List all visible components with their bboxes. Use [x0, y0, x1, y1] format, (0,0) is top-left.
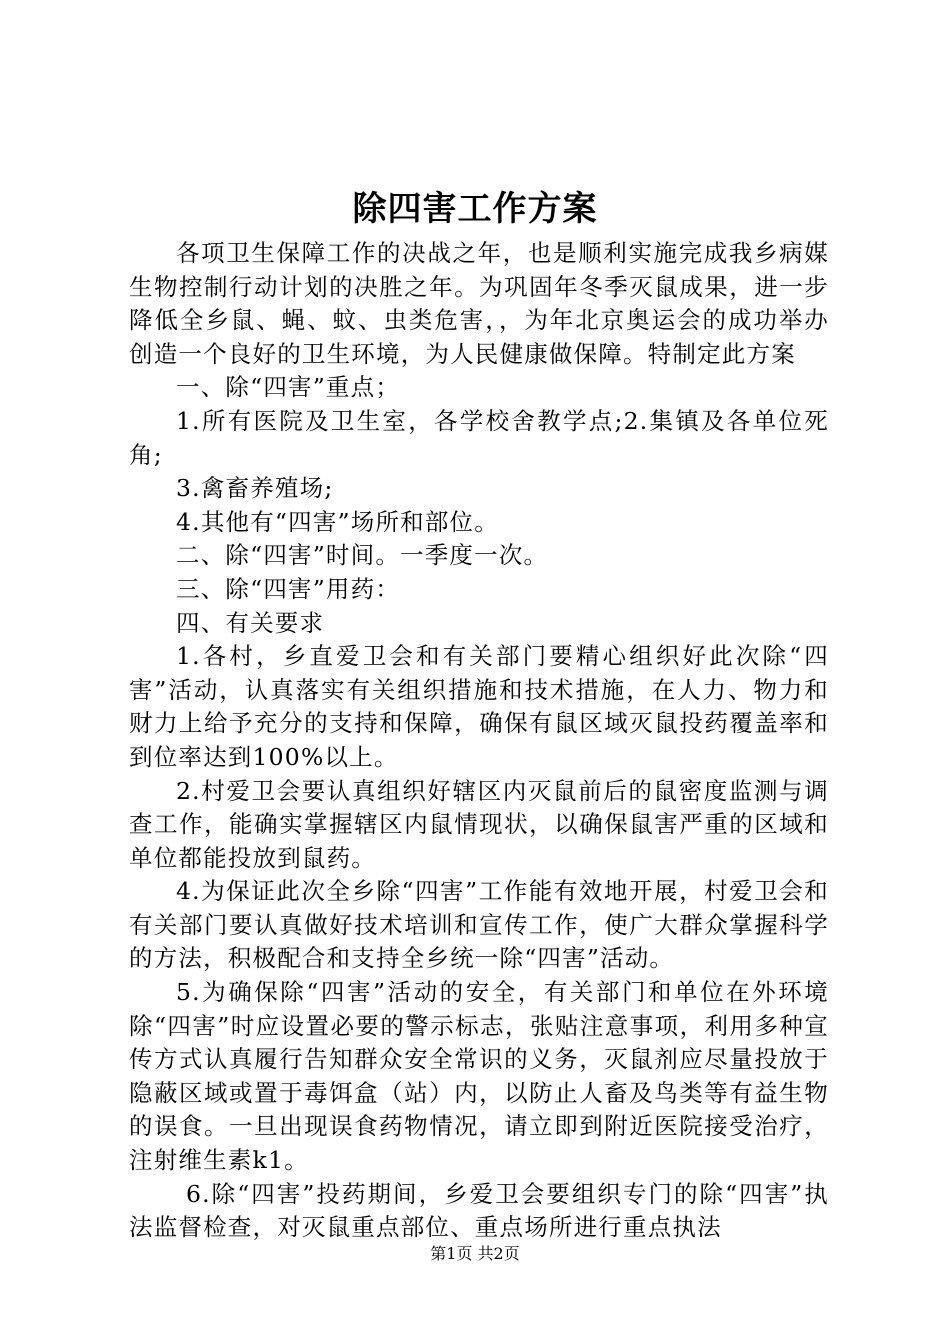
paragraph-requirement: 1.各村，乡直爱卫会和有关部门要精心组织好此次除“四害”活动，认真落实有关组织措施和技术措施，在人力、物力和财力上给予充分的支持和保障，确保有鼠区域灭鼠投药覆盖率和到位率达到100%以上。: [129, 642, 829, 771]
paragraph-requirement: 2.村爱卫会要认真组织好辖区内灭鼠前后的鼠密度监测与调查工作，能确实掌握辖区内鼠情现状，以确保鼠害严重的区域和单位都能投放到鼠药。: [129, 776, 829, 872]
paragraph-requirement: 6.除“四害”投药期间，乡爱卫会要组织专门的除“四害”执法监督检查，对灭鼠重点部位、重点场所进行重点执法: [129, 1179, 829, 1242]
paragraph-section-3: 三、除“四害”用药：: [176, 574, 401, 603]
paragraph-item: 3.禽畜养殖场;: [176, 474, 334, 503]
paragraph-section-4: 四、有关要求: [176, 608, 325, 637]
paragraph-item: 1.所有医院及卫生室，各学校舍教学点;2.集镇及各单位死角;: [129, 406, 829, 469]
document-title: 除四害工作方案: [352, 189, 598, 229]
paragraph-section-2: 二、除“四害”时间。一季度一次。: [176, 541, 549, 570]
paragraph-intro: 各项卫生保障工作的决战之年，也是顺利实施完成我乡病媒生物控制行动计划的决胜之年。为巩固年冬季灭鼠成果，进一步降低全乡鼠、蝇、蚊、虫类危害，，为年北京奥运会的成功举办创造一个良好的卫生环境，为人民健康做保障。特制定此方案: [129, 239, 829, 368]
paragraph-requirement: 4.为保证此次全乡除“四害”工作能有效地开展，村爱卫会和有关部门要认真做好技术培训和宣传工作，使广大群众掌握科学的方法，积极配合和支持全乡统一除“四害”活动。: [129, 877, 829, 973]
paragraph-item: 4.其他有“四害”场所和部位。: [176, 507, 499, 536]
page-number-footer: 第1页 共2页: [430, 1244, 520, 1263]
paragraph-section-1: 一、除“四害”重点；: [176, 373, 401, 402]
document-body: [129, 237, 829, 1245]
paragraph-requirement: 5.为确保除“四害”活动的安全，有关部门和单位在外环境除“四害”时应设置必要的警示标志，张贴注意事项，利用多种宣传方式认真履行告知群众安全常识的义务，灭鼠剂应尽量投放于隐蔽区域或置于毒饵盒（站）内，以防止人畜及鸟类等有益生物的误食。一旦出现误食药物情况，请立即到附近医院接受治疗，注射维生素k1。: [129, 978, 829, 1175]
